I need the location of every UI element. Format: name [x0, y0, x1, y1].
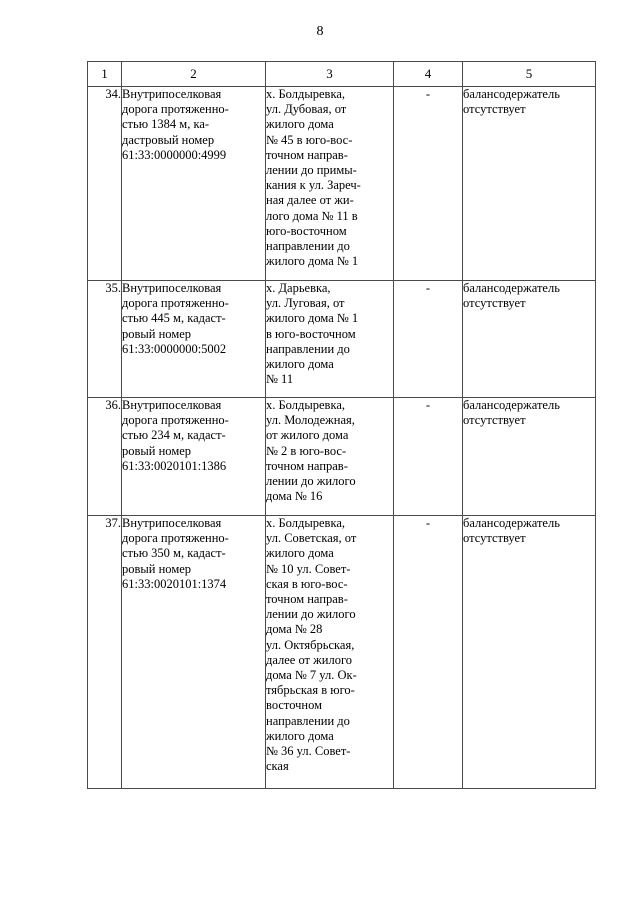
- object-location: [266, 87, 394, 281]
- object-location-line: ул. Октябрьская,: [266, 637, 355, 652]
- balance-holder-line: балансодержатель: [463, 87, 560, 101]
- object-location-line: ул. Советская, от: [266, 531, 357, 546]
- header-col-5: 5: [463, 62, 596, 87]
- object-location-line: восточном: [266, 698, 323, 713]
- page-number: 8: [316, 24, 324, 39]
- object-name-line: ровый номер: [122, 443, 192, 458]
- object-name: [122, 398, 266, 516]
- object-location-line: № 2 в юго-вос-: [266, 443, 347, 458]
- object-location-line: кания к ул. Зареч-: [266, 178, 361, 193]
- balance-holder-line: отсутствует: [463, 296, 526, 311]
- object-location-line: в юго-восточном: [266, 326, 356, 341]
- object-name-line: Внутрипоселковая: [122, 398, 222, 412]
- object-name-line: 61:33:0000000:4999: [122, 147, 227, 162]
- object-location-line: № 45 в юго-вос-: [266, 132, 353, 147]
- object-name-line: стью 350 м, кадаст-: [122, 546, 226, 561]
- object-name-line: Внутрипоселковая: [122, 516, 222, 530]
- object-location-line: х. Болдыревка,: [266, 516, 346, 530]
- object-name-line: ровый номер: [122, 326, 192, 341]
- object-name-line: ровый номер: [122, 561, 192, 576]
- object-name: [122, 281, 266, 398]
- object-location-line: жилого дома: [266, 117, 334, 132]
- header-col-4: 4: [394, 62, 463, 87]
- object-location-line: направлении до: [266, 713, 350, 728]
- balance-holder-line: отсутствует: [463, 531, 526, 546]
- table-row: [88, 87, 596, 281]
- object-location-line: точном направ-: [266, 147, 348, 162]
- object-location-line: ул. Луговая, от: [266, 296, 345, 311]
- object-name: [122, 87, 266, 281]
- row-number: 36.: [88, 398, 122, 516]
- object-name-line: дорога протяженно-: [122, 531, 229, 546]
- object-location-line: лении до примы-: [266, 163, 357, 178]
- object-location-line: лении до жилого: [266, 607, 356, 622]
- table-row: [88, 281, 596, 398]
- object-name: [122, 516, 266, 789]
- object-name-line: стью 234 м, кадаст-: [122, 428, 226, 443]
- object-location-line: юго-восточном: [266, 223, 347, 238]
- col4-value: -: [394, 87, 463, 281]
- object-location-line: х. Дарьевка,: [266, 281, 331, 295]
- object-location-line: ская в юго-вос-: [266, 576, 348, 591]
- table-row: [88, 398, 596, 516]
- col4-value: -: [394, 398, 463, 516]
- object-location-line: направлении до: [266, 239, 350, 254]
- object-name-line: стью 1384 м, ка-: [122, 117, 210, 132]
- object-location-line: х. Болдыревка,: [266, 87, 346, 101]
- object-location: [266, 281, 394, 398]
- row-number: 34.: [88, 87, 122, 281]
- object-location-line: жилого дома № 1: [266, 311, 359, 326]
- object-name-line: 61:33:0020101:1374: [122, 576, 227, 591]
- object-location: [266, 516, 394, 789]
- object-location-line: № 36 ул. Совет-: [266, 744, 351, 759]
- object-location: [266, 398, 394, 516]
- balance-holder-line: отсутствует: [463, 102, 526, 117]
- row-number: 35.: [88, 281, 122, 398]
- header-col-1: 1: [88, 62, 122, 87]
- row-number: 37.: [88, 516, 122, 789]
- balance-holder-line: балансодержатель: [463, 398, 560, 412]
- object-location-line: ная далее от жи-: [266, 193, 354, 208]
- object-location-line: ская: [266, 759, 289, 774]
- object-location-line: жилого дома: [266, 357, 334, 372]
- balance-holder-line: балансодержатель: [463, 516, 560, 530]
- object-location-line: жилого дома: [266, 546, 334, 561]
- object-name-line: дорога протяженно-: [122, 296, 229, 311]
- object-location-line: ул. Молодежная,: [266, 413, 355, 428]
- header-row: [88, 62, 596, 87]
- object-location-line: далее от жилого: [266, 652, 353, 667]
- object-location-line: № 10 ул. Совет-: [266, 561, 351, 576]
- object-location-line: дома № 28: [266, 622, 323, 637]
- object-location-line: лении до жилого: [266, 474, 356, 489]
- object-location-line: от жилого дома: [266, 428, 349, 443]
- col4-value: -: [394, 281, 463, 398]
- table-header: [88, 62, 596, 87]
- object-location-line: точном направ-: [266, 592, 348, 607]
- header-col-3: 3: [266, 62, 394, 87]
- balance-holder: [463, 281, 596, 398]
- object-name-line: Внутрипоселковая: [122, 281, 222, 295]
- table-body: [88, 87, 596, 789]
- object-location-line: лого дома № 11 в: [266, 208, 358, 223]
- registry-table: [87, 61, 596, 789]
- header-col-2: 2: [122, 62, 266, 87]
- object-name-line: дорога протяженно-: [122, 102, 229, 117]
- object-name-line: 61:33:0000000:5002: [122, 341, 227, 356]
- object-name-line: дорога протяженно-: [122, 413, 229, 428]
- object-name-line: дастровый номер: [122, 132, 215, 147]
- balance-holder-line: отсутствует: [463, 413, 526, 428]
- object-location-line: дома № 16: [266, 489, 323, 504]
- object-location-line: х. Болдыревка,: [266, 398, 346, 412]
- object-location-line: точном направ-: [266, 458, 348, 473]
- object-location-line: дома № 7 ул. Ок-: [266, 668, 357, 683]
- table-row: [88, 516, 596, 789]
- balance-holder: [463, 398, 596, 516]
- balance-holder: [463, 87, 596, 281]
- object-location-line: № 11: [266, 372, 294, 387]
- object-location-line: жилого дома: [266, 728, 334, 743]
- object-name-line: Внутрипоселковая: [122, 87, 222, 101]
- object-location-line: тябрьская в юго-: [266, 683, 355, 698]
- object-location-line: жилого дома № 1: [266, 254, 359, 269]
- balance-holder-line: балансодержатель: [463, 281, 560, 295]
- object-name-line: 61:33:0020101:1386: [122, 458, 227, 473]
- balance-holder: [463, 516, 596, 789]
- object-location-line: направлении до: [266, 341, 350, 356]
- object-location-line: ул. Дубовая, от: [266, 102, 347, 117]
- object-name-line: стью 445 м, кадаст-: [122, 311, 226, 326]
- col4-value: -: [394, 516, 463, 789]
